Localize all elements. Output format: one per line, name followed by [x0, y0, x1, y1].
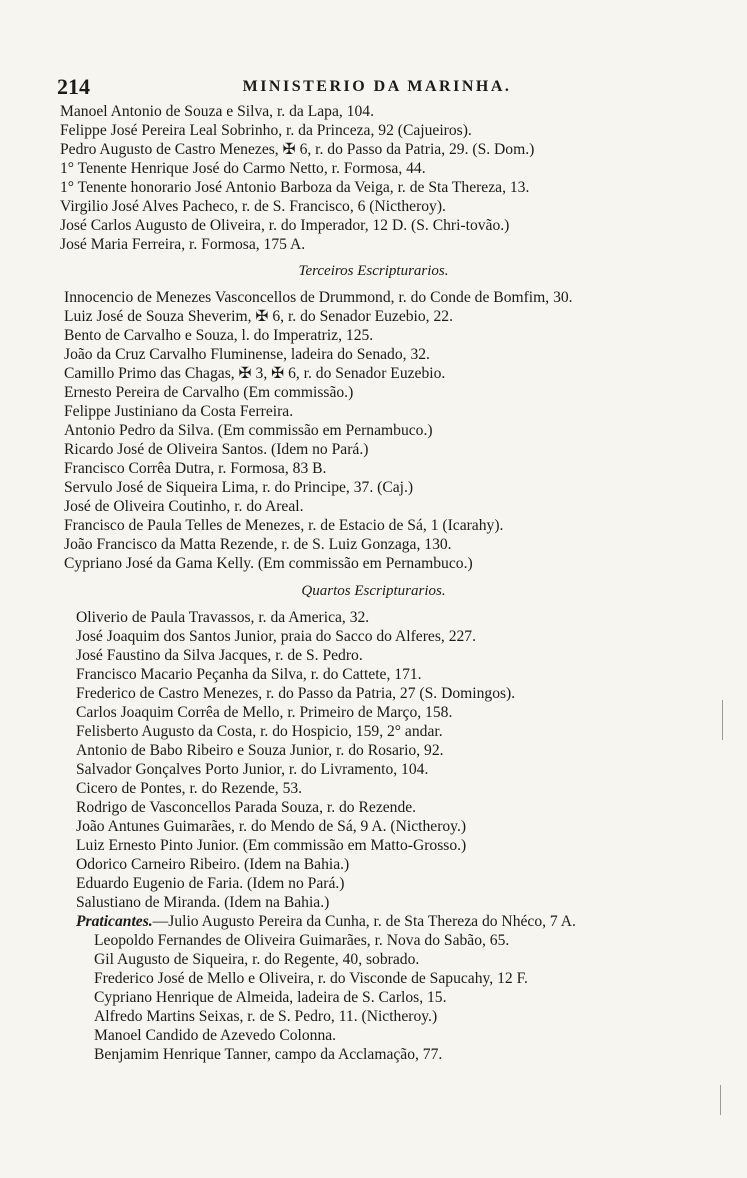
list-item: Carlos Joaquim Corrêa de Mello, r. Primeiro de Março, 158.: [76, 704, 453, 721]
list-item: Gil Augusto de Siqueira, r. do Regente, 40, sobrado.: [94, 951, 420, 968]
quartos-heading: Quartos Escripturarios.: [301, 583, 446, 599]
list-item: Rodrigo de Vasconcellos Parada Souza, r. do Rezende.: [76, 799, 417, 816]
list-item: Cypriano Henrique de Almeida, ladeira de S. Carlos, 15.: [94, 989, 447, 1006]
list-item: Cypriano José da Gama Kelly. (Em commissão em Pernambuco.): [64, 555, 473, 572]
list-item: José Faustino da Silva Jacques, r. de S. Pedro.: [76, 647, 363, 664]
list-item: Antonio Pedro da Silva. (Em commissão em Pernambuco.): [64, 422, 433, 439]
list-item: Benjamim Henrique Tanner, campo da Acclamação, 77.: [94, 1046, 443, 1063]
list-item: Felippe José Pereira Leal Sobrinho, r. da Princeza, 92 (Cajueiros).: [60, 122, 472, 139]
list-item: Leopoldo Fernandes de Oliveira Guimarães, r. Nova do Sabão, 65.: [94, 932, 510, 949]
list-item: Francisco de Paula Telles de Menezes, r. de Estacio de Sá, 1 (Icarahy).: [64, 517, 504, 534]
list-item: José Maria Ferreira, r. Formosa, 175 A.: [60, 236, 306, 253]
list-item: Oliverio de Paula Travassos, r. da America, 32.: [76, 609, 370, 626]
list-item: Francisco Corrêa Dutra, r. Formosa, 83 B.: [64, 460, 327, 477]
list-item: Frederico de Castro Menezes, r. do Passo da Patria, 27 (S. Domingos).: [76, 685, 516, 702]
list-item: Luiz José de Souza Sheverim, ✠ 6, r. do Senador Euzebio, 22.: [64, 308, 453, 325]
list-item: Cicero de Pontes, r. do Rezende, 53.: [76, 780, 303, 797]
list-item: Eduardo Eugenio de Faria. (Idem no Pará.): [76, 875, 345, 892]
list-item: 1° Tenente Henrique José do Carmo Netto, r. Formosa, 44.: [60, 160, 426, 177]
list-item: Innocencio de Menezes Vasconcellos de Drummond, r. do Conde de Bomfim, 30.: [64, 289, 573, 306]
list-item: João da Cruz Carvalho Fluminense, ladeira do Senado, 32.: [64, 346, 430, 363]
list-item: Virgilio José Alves Pacheco, r. de S. Francisco, 6 (Nictheroy).: [60, 198, 446, 215]
list-item: [76, 914, 576, 930]
list-item: Manoel Candido de Azevedo Colonna.: [94, 1027, 337, 1044]
list-item: Camillo Primo das Chagas, ✠ 3, ✠ 6, r. do Senador Euzebio.: [64, 365, 446, 382]
praticantes-label: Praticantes.: [76, 913, 153, 930]
list-item: Frederico José de Mello e Oliveira, r. do Visconde de Sapucahy, 12 F.: [94, 970, 528, 987]
list-item: João Francisco da Matta Rezende, r. de S. Luiz Gonzaga, 130.: [64, 536, 452, 553]
list-item: Manoel Antonio de Souza e Silva, r. da Lapa, 104.: [60, 103, 374, 120]
list-item: Luiz Ernesto Pinto Junior. (Em commissão em Matto-Grosso.): [76, 837, 467, 854]
margin-mark: [720, 1085, 721, 1115]
list-item: José de Oliveira Coutinho, r. do Areal.: [64, 498, 304, 515]
list-item: Salvador Gonçalves Porto Junior, r. do Livramento, 104.: [76, 761, 429, 778]
page-header: [57, 74, 697, 98]
list-item: José Carlos Augusto de Oliveira, r. do Imperador, 12 D. (S. Chri-tovão.): [60, 217, 510, 234]
page-number: 214: [57, 74, 90, 99]
list-item: Bento de Carvalho e Souza, l. do Imperatriz, 125.: [64, 327, 374, 344]
list-item: João Antunes Guimarães, r. do Mendo de Sá, 9 A. (Nictheroy.): [76, 818, 467, 835]
list-item: 1° Tenente honorario José Antonio Barboza da Veiga, r. de Sta Thereza, 13.: [60, 179, 530, 196]
list-item: Felisberto Augusto da Costa, r. do Hospicio, 159, 2° andar.: [76, 723, 443, 740]
praticantes-first-entry: —Julio Augusto Pereira da Cunha, r. de Sta Thereza do Nhéco, 7 A.: [152, 913, 576, 930]
list-item: Ernesto Pereira de Carvalho (Em commissão.): [64, 384, 354, 401]
list-item: Ricardo José de Oliveira Santos. (Idem no Pará.): [64, 441, 369, 458]
list-item: Servulo José de Siqueira Lima, r. do Principe, 37. (Caj.): [64, 479, 414, 496]
list-item: Alfredo Martins Seixas, r. de S. Pedro, 11. (Nictheroy.): [94, 1008, 438, 1025]
list-item: Pedro Augusto de Castro Menezes, ✠ 6, r. do Passo da Patria, 29. (S. Dom.): [60, 141, 535, 158]
list-item: Felippe Justiniano da Costa Ferreira.: [64, 403, 294, 420]
running-title: MINISTERIO DA MARINHA.: [242, 78, 512, 95]
list-item: Antonio de Babo Ribeiro e Souza Junior, r. do Rosario, 92.: [76, 742, 444, 759]
list-item: José Joaquim dos Santos Junior, praia do Sacco do Alferes, 227.: [76, 628, 476, 645]
list-item: Salustiano de Miranda. (Idem na Bahia.): [76, 894, 330, 911]
list-item: Odorico Carneiro Ribeiro. (Idem na Bahia.): [76, 856, 350, 873]
list-item: Francisco Macario Peçanha da Silva, r. do Cattete, 171.: [76, 666, 422, 683]
margin-mark: [722, 700, 723, 740]
terceiros-heading: Terceiros Escripturarios.: [298, 263, 449, 279]
